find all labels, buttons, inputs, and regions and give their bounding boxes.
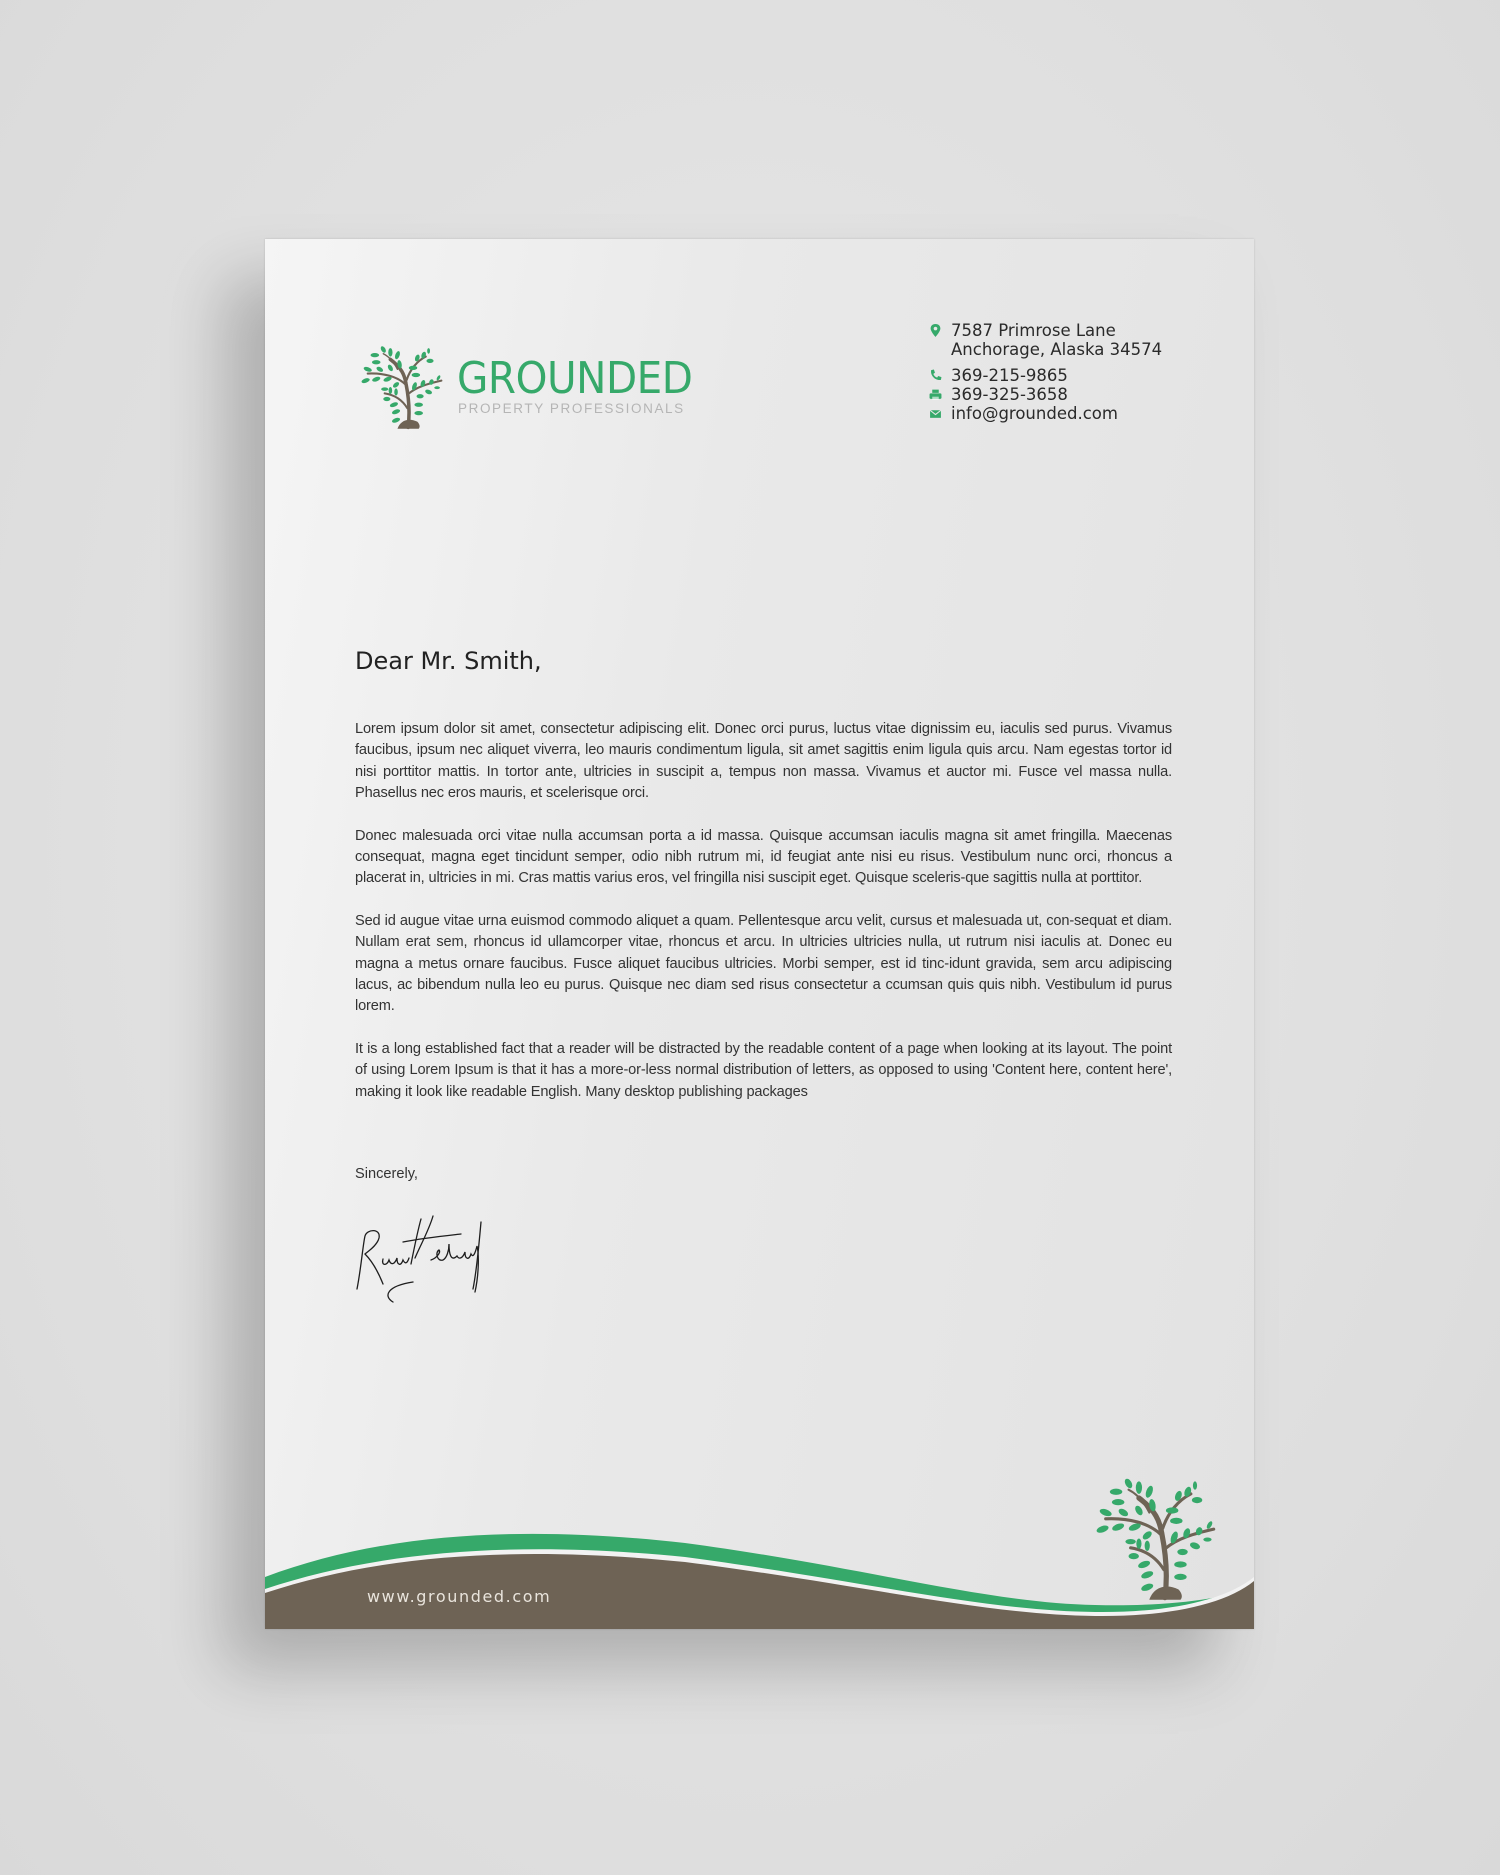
tree-decoration-icon — [1087, 1471, 1222, 1606]
email — [929, 404, 1162, 423]
fax-number: 369-325-3658 — [951, 385, 1068, 404]
contact-block — [929, 321, 1162, 423]
closing: Sincerely, — [355, 1166, 418, 1182]
company-name: GROUNDED — [457, 353, 693, 404]
address-line1: 7587 Primrose Lane — [951, 321, 1116, 340]
greeting: Dear Mr. Smith, — [355, 647, 542, 675]
letterhead-page — [265, 239, 1254, 1629]
company-logo — [355, 337, 693, 439]
phone — [929, 366, 1162, 385]
signature — [353, 1214, 488, 1304]
email-address[interactable]: info@grounded.com — [951, 404, 1118, 423]
address-line2: Anchorage, Alaska 34574 — [951, 340, 1163, 359]
company-tagline: PROPERTY PROFESSIONALS — [458, 401, 685, 416]
envelope-icon — [929, 407, 942, 420]
map-pin-icon — [929, 324, 942, 337]
phone-number[interactable]: 369-215-9865 — [951, 366, 1068, 385]
paragraph: Sed id augue vitae urna euismod commodo aliquet a quam. Pellentesque arcu velit, cursus et malesuada ut, con-sequat et diam. Nullam erat sem, rhoncus id ullamcorper vitae, rhoncus et arcu. In ultricies ultricies nulla, ut rutrum nisi iaculis at. Donec eu magna a metus ornare faucibus. Fusce aliquet faucibus ultricies. Morbi semper, est id tinc-idunt gravida, sem arcu adipiscing lacus, ac bibendum nulla leo eu purus. Quisque nec diam sed risus consectetur a ccumsan quis quis nibh. Vestibulum id purus lorem. — [355, 913, 1172, 1015]
paragraph: It is a long established fact that a reader will be distracted by the readable content of a page when looking at its layout. The point of using Lorem Ipsum is that it has a more-or-less normal distribution of letters, as opposed to using 'Content here, content here', making it look like readable English. Many desktop publishing packages — [355, 1041, 1172, 1100]
letter-body — [355, 719, 1172, 1124]
paragraph: Donec malesuada orci vitae nulla accumsan porta a id massa. Quisque accumsan iaculis magna sit amet fringilla. Maecenas consequat, magna eget tincidunt semper, odio nibh rutrum mi, id feugiat ante nisi eu risus. Vestibulum nunc orci, rhoncus a placerat in, ultricies in mi. Cras mattis varius eros, vel fringilla nisi suscipit eget. Quisque sceleris-que sagittis nulla at porttitor. — [355, 827, 1172, 887]
phone-icon — [929, 369, 942, 382]
website-link[interactable]: www.grounded.com — [367, 1587, 552, 1606]
fax-icon — [929, 388, 942, 401]
paragraph: Lorem ipsum dolor sit amet, consectetur adipiscing elit. Donec orci purus, luctus vitae dignissim eu, iaculis sed purus. Vivamus faucibus, ipsum nec aliquet viverra, leo mauris condimentum ligula, sit amet sagittis enim ligula quis arcu. Nam egestas tortor id nisi porttitor mattis. In tortor ante, ultricies in suscipit a, tempus non massa. Vivamus et auctor mi. Fusce vel massa nulla. Phasellus nec eros mauris, et scelerisque orci. — [355, 721, 1172, 801]
fax — [929, 385, 1162, 404]
address — [929, 321, 1162, 359]
tree-logo-icon — [355, 337, 447, 437]
